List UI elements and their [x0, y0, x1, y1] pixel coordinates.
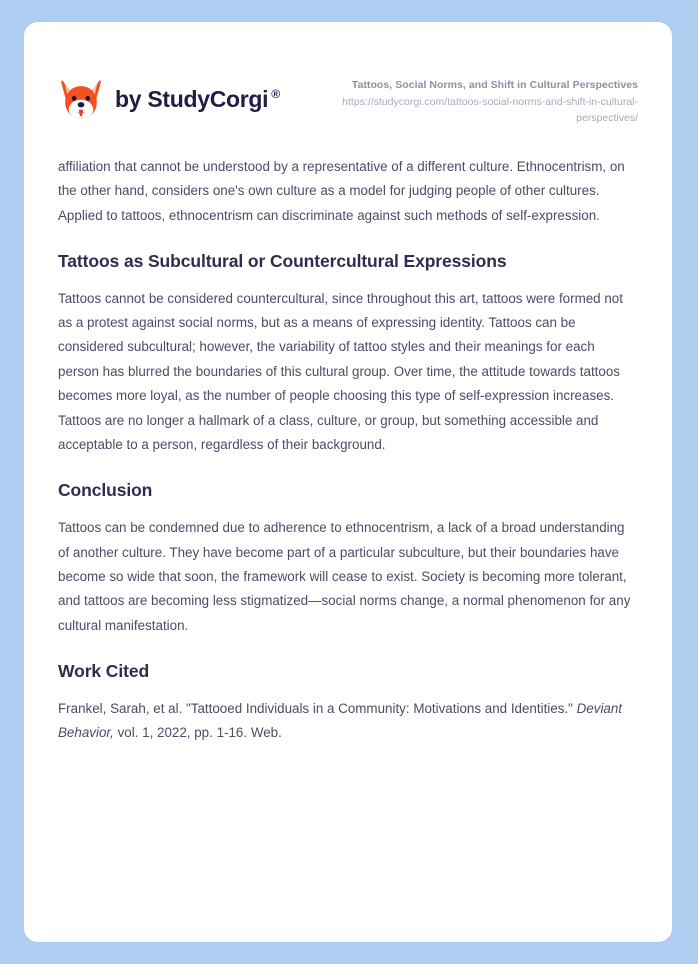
citation-journal: Deviant Behavior,: [58, 700, 623, 741]
section-heading-conclusion: Conclusion: [58, 480, 153, 501]
brand-wordmark: [115, 86, 280, 113]
document-header: [24, 22, 672, 127]
brand-name-text: by StudyCorgi: [115, 85, 269, 112]
registered-trademark-icon: ®: [271, 86, 280, 101]
document-page-card: [24, 22, 672, 942]
corgi-logo-icon: [58, 76, 104, 122]
document-url[interactable]: https://studycorgi.com/tattoos-social-norms-and-shift-in-cultural-perspectives/: [342, 96, 638, 124]
document-title: Tattoos, Social Norms, and Shift in Cultural Perspectives: [351, 79, 638, 91]
document-body: [24, 127, 672, 746]
section-heading-subcultural: Tattoos as Subcultural or Countercultural Expressions: [58, 250, 507, 271]
citation-author-title: Frankel, Sarah, et al. "Tattooed Individuals in a Community: Motivations and Identities.": [58, 700, 577, 716]
citation-entry: [58, 697, 638, 746]
citation-volume-pages: vol. 1, 2022, pp. 1-16. Web.: [113, 725, 282, 741]
header-metadata: [288, 72, 638, 127]
studycorgi-brand[interactable]: [58, 72, 280, 122]
section-paragraph-subcultural: Tattoos cannot be considered countercultural, since throughout this art, tattoos were formed not as a protest against social norms, but as a means of expressing identity. Tattoos can be considered subcultural; however, the variability of tattoo styles and their meanings for each person has blurred the boundaries of this cultural group. Over time, the attitude towards tattoos becomes more loyal, as the number of people choosing this type of self-expression increases. Tattoos are no longer a hallmark of a class, culture, or group, but something accessible and acceptable to a person, regardless of their background.: [58, 290, 623, 452]
section-heading-work-cited: Work Cited: [58, 661, 150, 682]
section-paragraph-conclusion: Tattoos can be condemned due to adherence to ethnocentrism, a lack of a broad understanding of another culture. They have become part of a particular subculture, but their boundaries have become so wide that soon, the framework will cease to exist. Society is becoming more tolerant, and tattoos are becoming less stigmatized—social norms change, a normal phenomenon for any cultural manifestation.: [58, 520, 631, 633]
intro-paragraph: affiliation that cannot be understood by a representative of a different culture. Ethnocentrism, on the other hand, considers one's own culture as a model for judging people of other cultures. Applied to tattoos, ethnocentrism can discriminate against such methods of self-expression.: [58, 158, 625, 223]
